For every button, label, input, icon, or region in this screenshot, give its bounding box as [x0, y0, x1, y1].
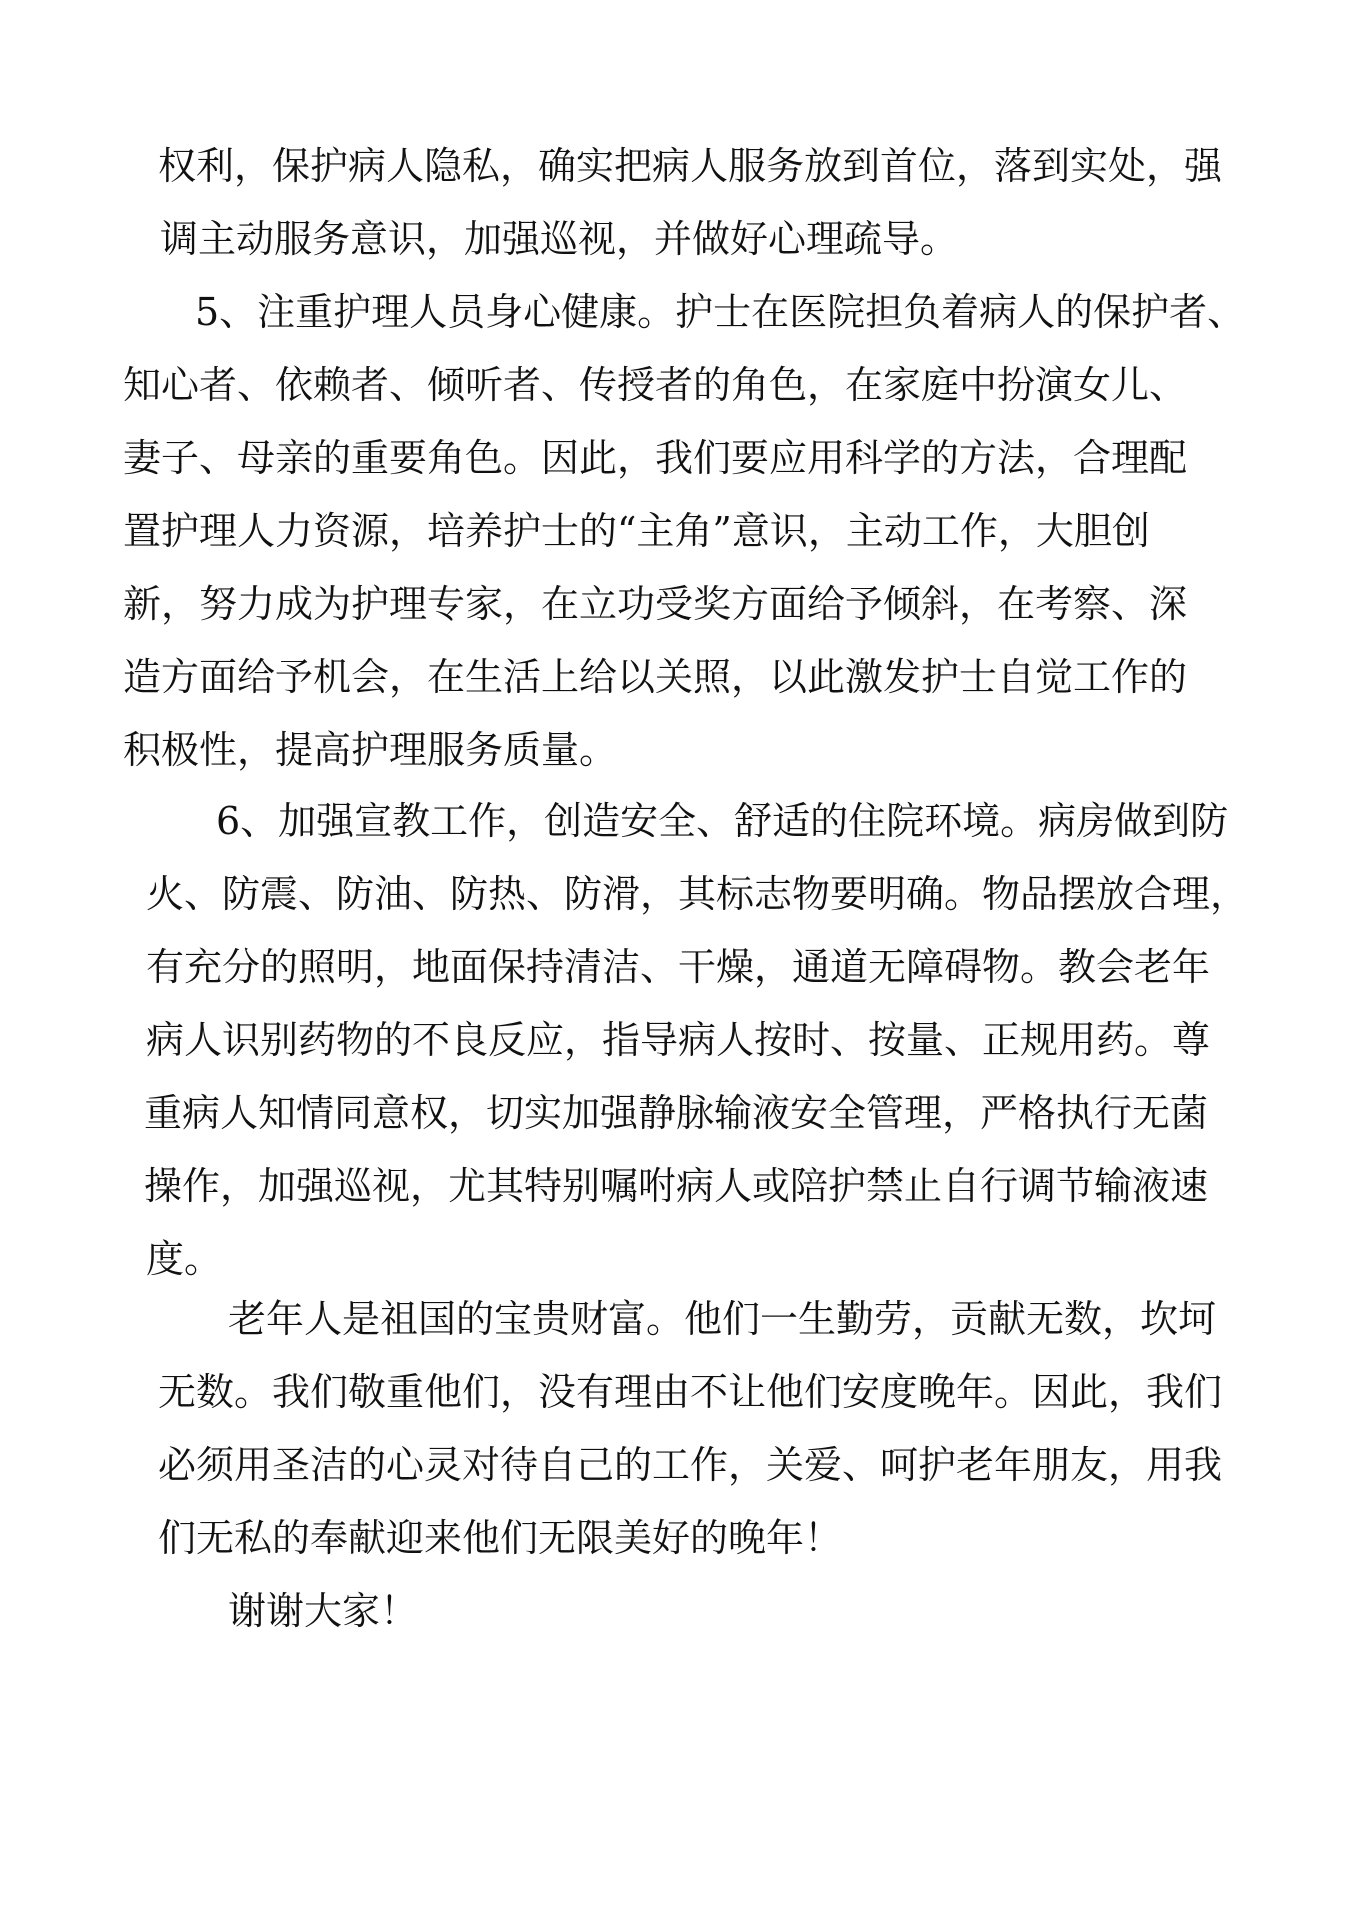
text-line: 重病人知情同意权，切实加强静脉输液安全管理，严格执行无菌 [144, 1091, 1209, 1135]
text-line: 造方面给予机会，在生活上给以关照，以此激发护士自觉工作的 [123, 655, 1188, 699]
text-line: 置护理人力资源，培养护士的“主角”意识，主动工作，大胆创 [123, 509, 1150, 553]
text-line: 谢谢大家！ [228, 1589, 419, 1633]
text-line: 妻子、母亲的重要角色。因此，我们要应用科学的方法，合理配 [123, 436, 1188, 480]
text-line: 必须用圣洁的心灵对待自己的工作，关爱、呵护老年朋友，用我 [158, 1443, 1223, 1487]
paragraph-rights-privacy [158, 130, 1222, 276]
text-line: 积极性，提高护理服务质量。 [123, 728, 618, 772]
text-line: 操作，加强巡视，尤其特别嘱咐病人或陪护禁止自行调节输液速 [144, 1164, 1209, 1208]
text-line: 权利，保护病人隐私，确实把病人服务放到首位，落到实处，强 [158, 144, 1223, 188]
text-line: 有充分的照明，地面保持清洁、干燥，通道无障碍物。教会老年 [146, 945, 1211, 989]
text-line: 新，努力成为护理专家，在立功受奖方面给予倾斜，在考察、深 [123, 582, 1188, 626]
paragraph-5-staff-health [123, 276, 1246, 787]
closing-thanks [228, 1575, 418, 1648]
paragraph-elderly-closing [158, 1283, 1222, 1575]
text-line: 6、加强宣教工作，创造安全、舒适的住院环境。病房做到防 [216, 799, 1229, 843]
text-line: 5、注重护理人员身心健康。护士在医院担负着病人的保护者、 [195, 290, 1246, 334]
text-line: 调主动服务意识，加强巡视，并做好心理疏导。 [160, 217, 959, 261]
text-line: 知心者、依赖者、倾听者、传授者的角色，在家庭中扮演女儿、 [123, 363, 1188, 407]
paragraph-6-education-environment [146, 785, 1248, 1296]
text-line: 度。 [146, 1237, 223, 1281]
text-line: 老年人是祖国的宝贵财富。他们一生勤劳，贡献无数，坎坷 [228, 1297, 1217, 1341]
text-line: 们无私的奉献迎来他们无限美好的晚年！ [158, 1516, 843, 1560]
text-line: 火、防震、防油、防热、防滑，其标志物要明确。物品摆放合理， [146, 872, 1249, 916]
text-line: 无数。我们敬重他们，没有理由不让他们安度晚年。因此，我们 [158, 1370, 1223, 1414]
text-line: 病人识别药物的不良反应，指导病人按时、按量、正规用药。尊 [146, 1018, 1211, 1062]
